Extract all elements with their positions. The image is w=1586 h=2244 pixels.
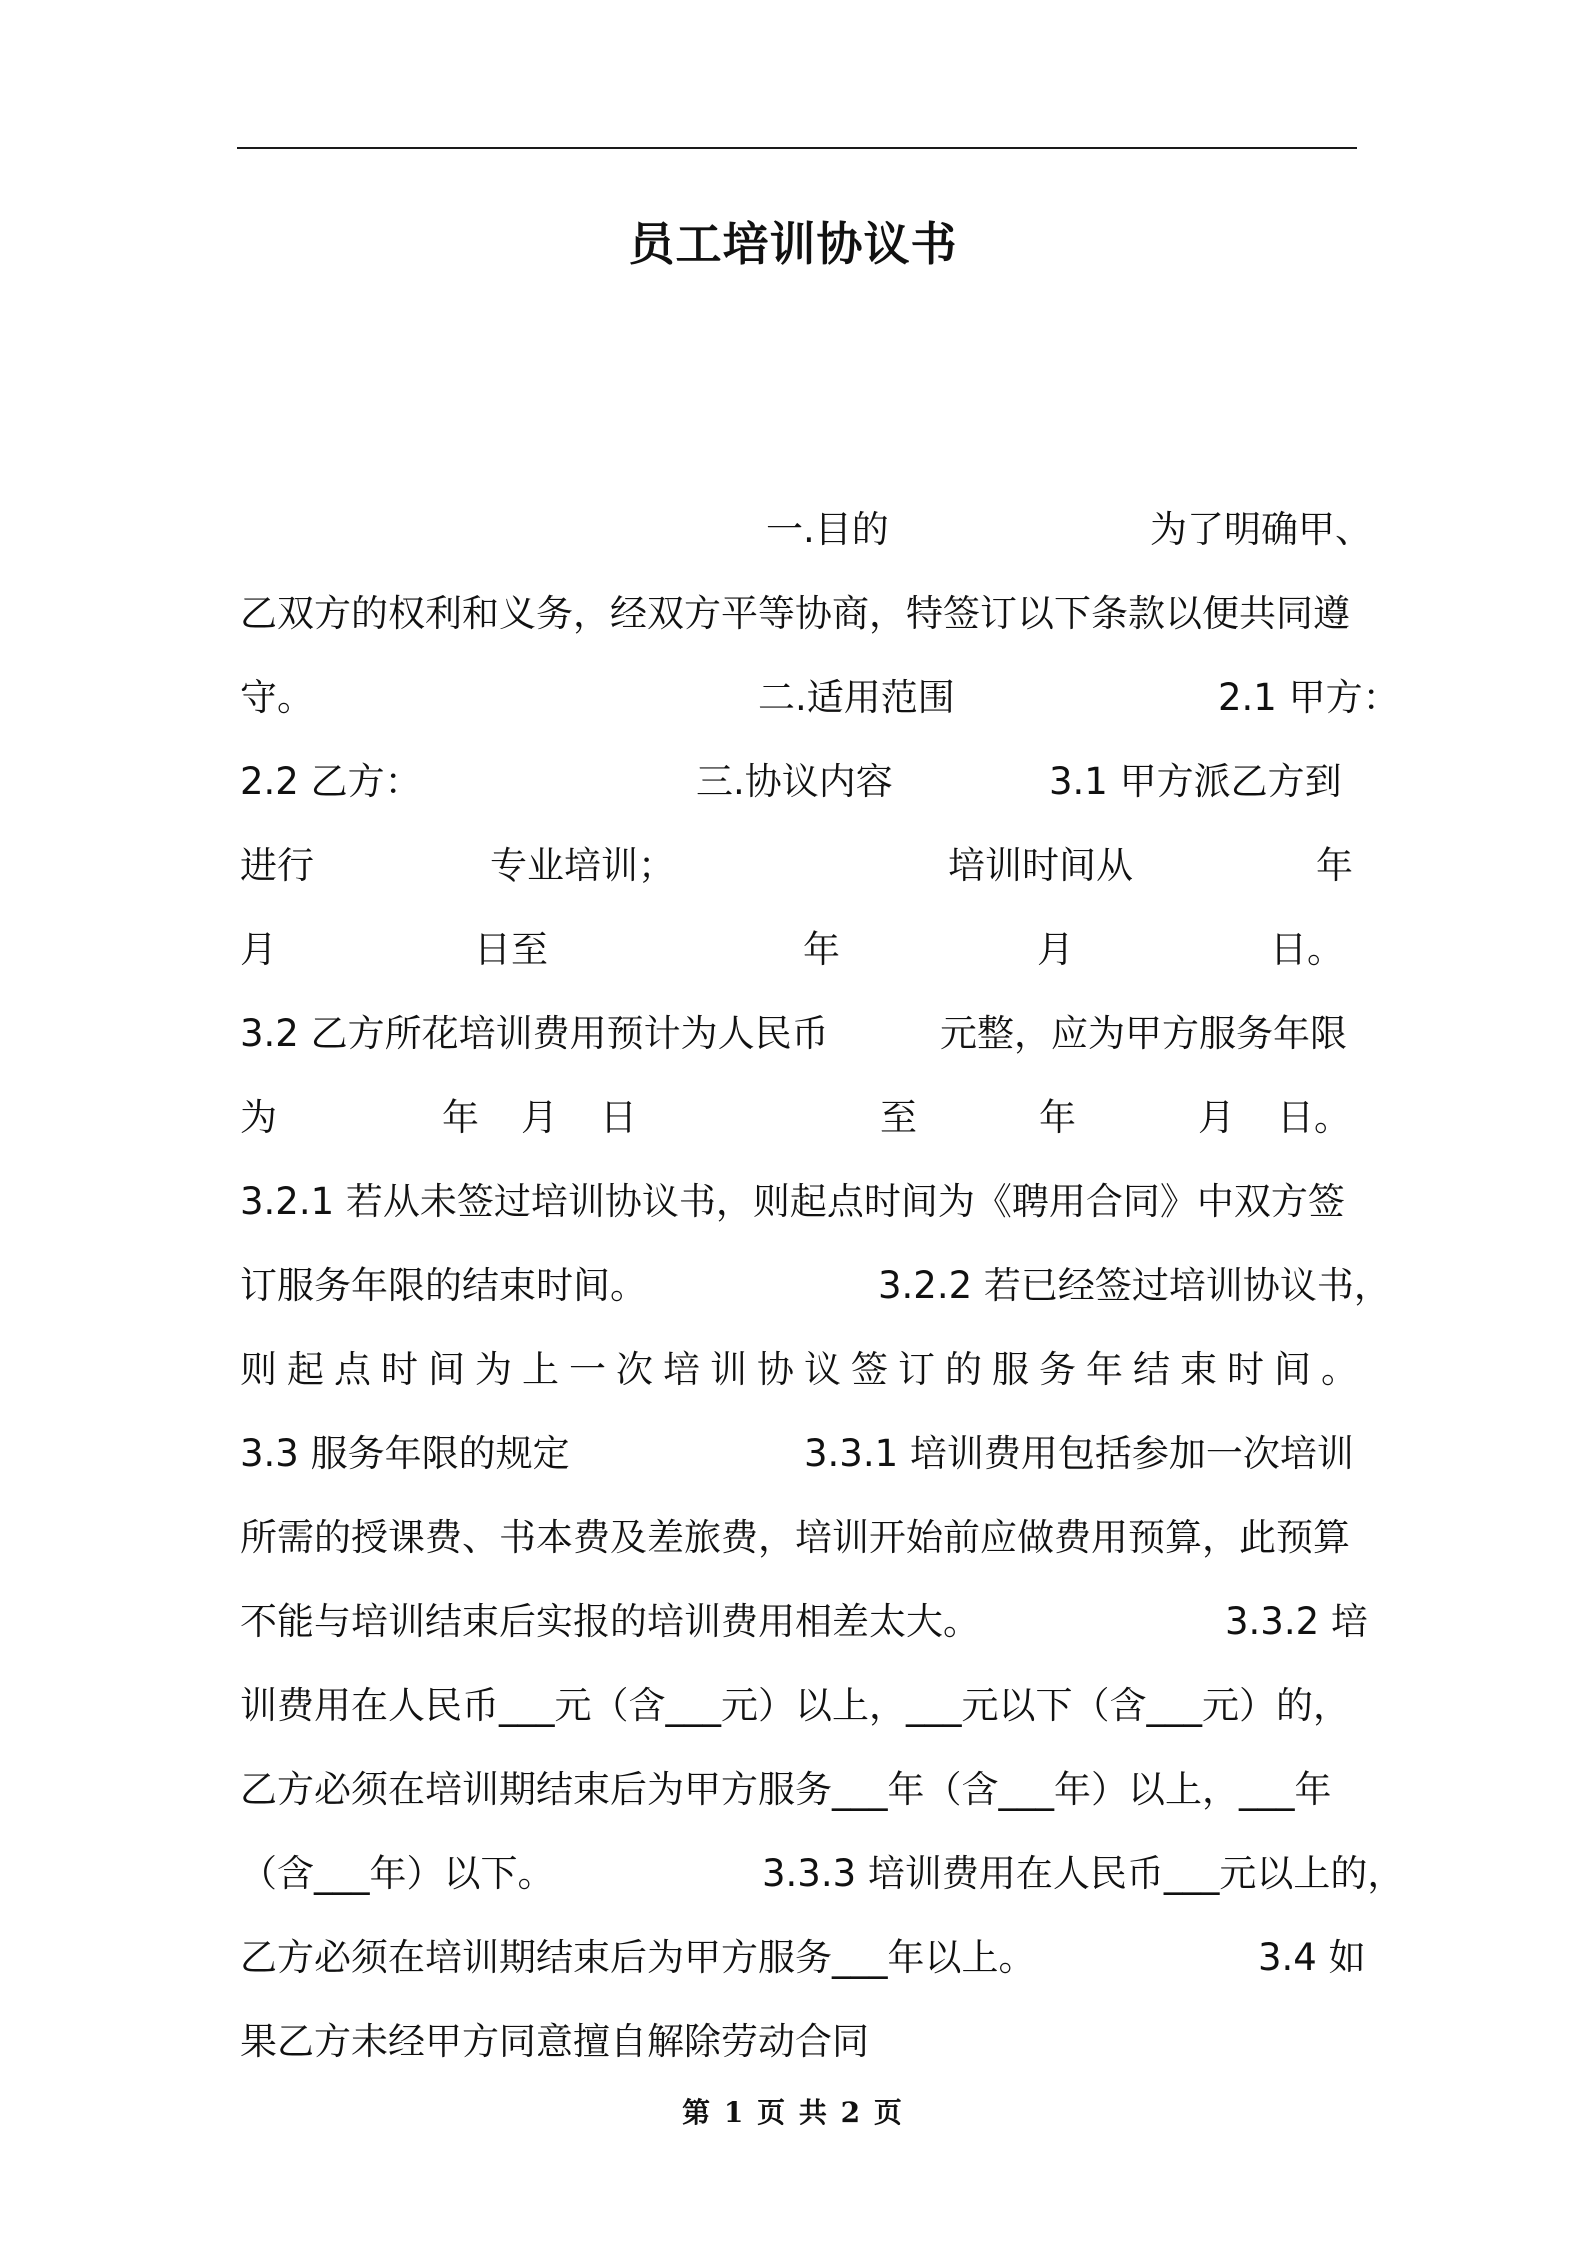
body-line bbox=[0, 1592, 1586, 1652]
body-text: 3.3.1 培训费用包括参加一次培训 bbox=[804, 1432, 1354, 1475]
section-heading-scope: 二.适用范围 bbox=[758, 676, 955, 719]
body-text: 3.2.2 若已经签过培训协议书， bbox=[878, 1264, 1391, 1307]
body-text: 元整，应为甲方服务年限 bbox=[940, 1012, 1347, 1055]
body-line bbox=[0, 1424, 1586, 1484]
body-text: 年 bbox=[1316, 844, 1353, 887]
body-text: 3.2.1 若从未签过培训协议书，则起点时间为《聘用合同》中双方签 bbox=[240, 1180, 1345, 1223]
body-text: 果乙方未经甲方同意擅自解除劳动合同 bbox=[240, 2020, 869, 2063]
body-line bbox=[0, 500, 1586, 560]
body-line bbox=[0, 1760, 1586, 1820]
body-text: 专业培训； bbox=[490, 844, 675, 887]
body-line bbox=[0, 1172, 1586, 1232]
body-text: 所需的授课费、书本费及差旅费，培训开始前应做费用预算，此预算 bbox=[240, 1516, 1350, 1559]
body-line bbox=[0, 1340, 1586, 1400]
body-text: 月 bbox=[1198, 1096, 1235, 1139]
header-rule bbox=[237, 147, 1357, 149]
body-text: 则起点时间为上一次培训协议签订的服务年结束时间。 bbox=[240, 1348, 1368, 1391]
body-line bbox=[0, 668, 1586, 728]
body-line bbox=[0, 1928, 1586, 1988]
body-text: 培训时间从 bbox=[948, 844, 1133, 887]
body-line bbox=[0, 752, 1586, 812]
party-a-label: 2.1 甲方： bbox=[1218, 676, 1400, 719]
body-text: 进行 bbox=[240, 844, 314, 887]
body-text: 3.4 如 bbox=[1258, 1936, 1366, 1979]
body-text: 不能与培训结束后实报的培训费用相差太大。 bbox=[240, 1600, 980, 1643]
body-text: 年 bbox=[442, 1096, 479, 1139]
body-text: 日 bbox=[600, 1096, 637, 1139]
section-heading-content: 三.协议内容 bbox=[696, 760, 893, 803]
page-number: 第 1 页 共 2 页 bbox=[682, 2096, 904, 2129]
body-text: （含___年）以下。 bbox=[240, 1852, 555, 1895]
body-text: 守。 bbox=[240, 676, 314, 719]
body-text: 3.3.2 培 bbox=[1225, 1600, 1368, 1643]
body-text: 月 bbox=[240, 928, 277, 971]
body-text: 月 bbox=[1037, 928, 1074, 971]
party-b-label: 2.2 乙方： bbox=[240, 760, 422, 803]
document-title: 员工培训协议书 bbox=[628, 217, 958, 271]
body-line bbox=[0, 1256, 1586, 1316]
body-line bbox=[0, 1004, 1586, 1064]
body-text: 日至 bbox=[474, 928, 548, 971]
body-text: 3.3.3 培训费用在人民币___元以上的， bbox=[762, 1852, 1405, 1895]
body-text: 训费用在人民币___元（含___元）以上，___元以下（含___元）的， bbox=[240, 1684, 1350, 1727]
body-text: 至 bbox=[880, 1096, 917, 1139]
body-text: 为了明确甲、 bbox=[1150, 508, 1372, 551]
body-line bbox=[0, 836, 1586, 896]
body-text: 年 bbox=[1039, 1096, 1076, 1139]
section-heading-purpose: 一.目的 bbox=[766, 508, 889, 551]
body-text: 年 bbox=[803, 928, 840, 971]
body-line bbox=[0, 1508, 1586, 1568]
body-text: 日。 bbox=[1277, 1096, 1351, 1139]
body-line bbox=[0, 584, 1586, 644]
body-text: 乙方必须在培训期结束后为甲方服务___年（含___年）以上，___年 bbox=[240, 1768, 1332, 1811]
body-text: 3.2 乙方所花培训费用预计为人民币 bbox=[240, 1012, 829, 1055]
body-line bbox=[0, 1676, 1586, 1736]
body-text: 乙双方的权利和义务，经双方平等协商，特签订以下条款以便共同遵 bbox=[240, 592, 1350, 635]
body-text: 月 bbox=[521, 1096, 558, 1139]
body-text: 3.1 甲方派乙方到 bbox=[1049, 760, 1342, 803]
body-line bbox=[0, 1844, 1586, 1904]
body-text: 日。 bbox=[1270, 928, 1344, 971]
body-text: 为 bbox=[240, 1096, 277, 1139]
body-line bbox=[0, 920, 1586, 980]
body-text: 订服务年限的结束时间。 bbox=[240, 1264, 647, 1307]
body-line bbox=[0, 2012, 1586, 2072]
body-text: 3.3 服务年限的规定 bbox=[240, 1432, 570, 1475]
body-text: 乙方必须在培训期结束后为甲方服务___年以上。 bbox=[240, 1936, 1036, 1979]
body-line bbox=[0, 1088, 1586, 1148]
